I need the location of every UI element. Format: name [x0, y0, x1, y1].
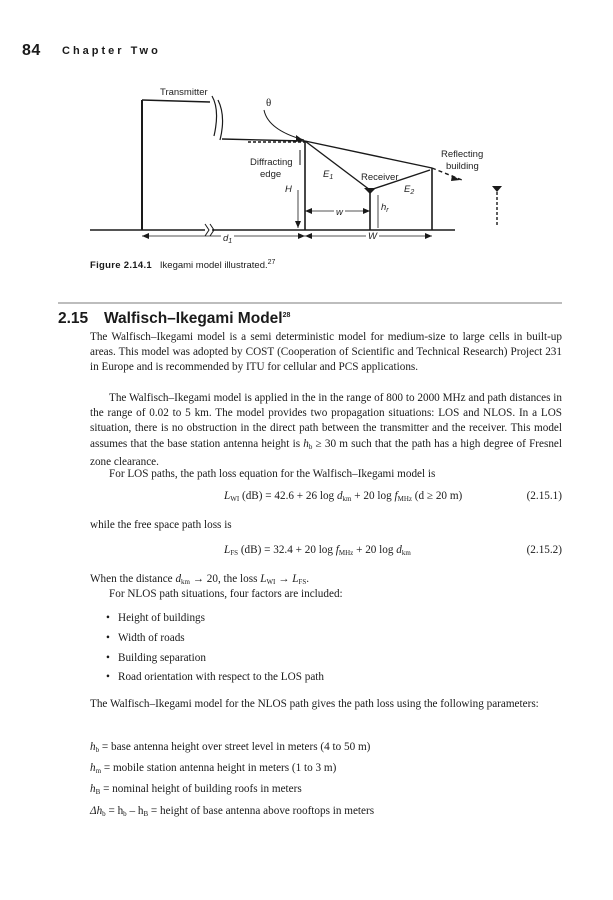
section-number: 2.15	[58, 310, 89, 327]
label-reflecting: Reflecting	[441, 149, 484, 160]
bullet-item: • Building separation	[106, 652, 206, 664]
equation-2-15-1: $L_{WI}$ (dB) = 42.6 + 26 $\log d_{km} + 20$ $\log f_{MHz}$ (d ≥ 20 m) (2.15.1)	[224, 490, 562, 503]
d1-arrowhead-r	[298, 233, 305, 239]
parameter-list	[90, 738, 374, 823]
paragraph-5: When the distance $d_{km} \to 20$, the loss $L_{WI} \to L_{FS}$.	[90, 573, 310, 586]
d1-arrowhead-l	[142, 233, 149, 239]
far-antenna	[492, 186, 502, 192]
caption-text: Ikegami model illustrated.	[159, 260, 268, 272]
caption-label: Figure 2.14.1	[90, 260, 152, 272]
label-hr: $h_r$	[381, 202, 389, 214]
paragraph-2: The Walfisch–Ikegami model is applied in the in the range of 800 to 2000 MHz and path distances in the range of 0.02 to 5 km. The model provides two propagation situations: LOS and NLOS. In a LOS situation, there is no obstruction in the direct path between the transmitter and the receiver. This model assumes that the base station antenna height is $h_b \ge 30$ m such that the path has a high degree of Fresnel zone clearance.	[90, 392, 562, 468]
label-big-w: W	[368, 231, 377, 242]
section-rule	[58, 302, 562, 304]
equation-number-2: (2.15.2)	[526, 544, 562, 556]
big-w-arrowhead-l	[305, 233, 312, 239]
theta-arrow	[264, 110, 304, 140]
label-transmitter: Transmitter	[160, 87, 208, 98]
section-title: Walfisch–Ikegami Model	[104, 310, 283, 327]
parameter-hm: $h_m$ = mobile station antenna height in meters (1 to 3 m)	[90, 762, 337, 776]
label-d1: $d_1$	[223, 233, 233, 245]
equation-2-15-2: $L_{FS}$ (dB) = 32.4 + 20 $\log f_{MHz} + 20$ $\log d_{km}$ (2.15.2)	[224, 544, 562, 557]
paragraph-7: The Walfisch–Ikegami model for the NLOS path gives the path loss using the following parameters:	[90, 698, 539, 710]
bullet-item: • Height of buildings	[106, 612, 206, 624]
paragraph-3: For LOS paths, the path loss equation for the Walfisch–Ikegami model is	[109, 468, 436, 480]
parameter-hb: $h_b$ = base antenna height over street level in meters (4 to 50 m)	[90, 741, 371, 754]
label-diffracting: Diffracting	[250, 157, 293, 168]
big-w-arrowhead-r	[425, 233, 432, 239]
label-h: H	[285, 184, 292, 195]
bullet-item: • Road orientation with respect to the LOS path	[106, 671, 324, 683]
equation-number-1: (2.15.1)	[526, 490, 562, 502]
path-break	[212, 96, 223, 140]
label-edge: edge	[260, 169, 282, 180]
label-w: w	[336, 207, 343, 218]
section-heading	[58, 310, 290, 328]
figure-caption	[90, 259, 275, 271]
label-building: building	[446, 161, 479, 172]
paragraph-1: The Walfisch–Ikegami model is a semi deterministic model for medium-size to large cells in built-up areas. This model was adopted by COST (Cooperation of Scientific and Technical Research) Project 231 in Europe and is recommended by ITU for cellular and PCS applications.	[90, 331, 562, 374]
parameter-hbuilding: $h_B$ = nominal height of building roofs in meters	[90, 783, 302, 797]
direct-path-1	[222, 139, 305, 141]
bullet-item: • Width of roads	[106, 632, 185, 644]
label-theta: θ	[266, 97, 272, 109]
label-e2: $E_2$	[404, 184, 415, 196]
h-arrowhead	[295, 221, 301, 228]
section-ref: 28	[282, 311, 291, 319]
ikegami-figure	[0, 0, 613, 260]
w-arrowhead-r	[363, 208, 370, 214]
transmitter-beam	[142, 100, 210, 102]
caption-ref: 27	[267, 259, 276, 266]
page-number: 84	[22, 42, 41, 59]
w-arrowhead-l	[305, 208, 312, 214]
label-receiver: Receiver	[361, 172, 399, 183]
paragraph-4: while the free space path loss is	[90, 519, 232, 531]
parameter-delta-hb: $\Delta h_b = h_b - h_B$ = height of base antenna above rooftops in meters	[90, 804, 375, 818]
paragraph-6: For NLOS path situations, four factors are included:	[109, 588, 343, 600]
chapter-title: Chapter Two	[62, 45, 161, 57]
label-e1: $E_1$	[323, 169, 334, 181]
receiver-antenna	[364, 188, 376, 194]
